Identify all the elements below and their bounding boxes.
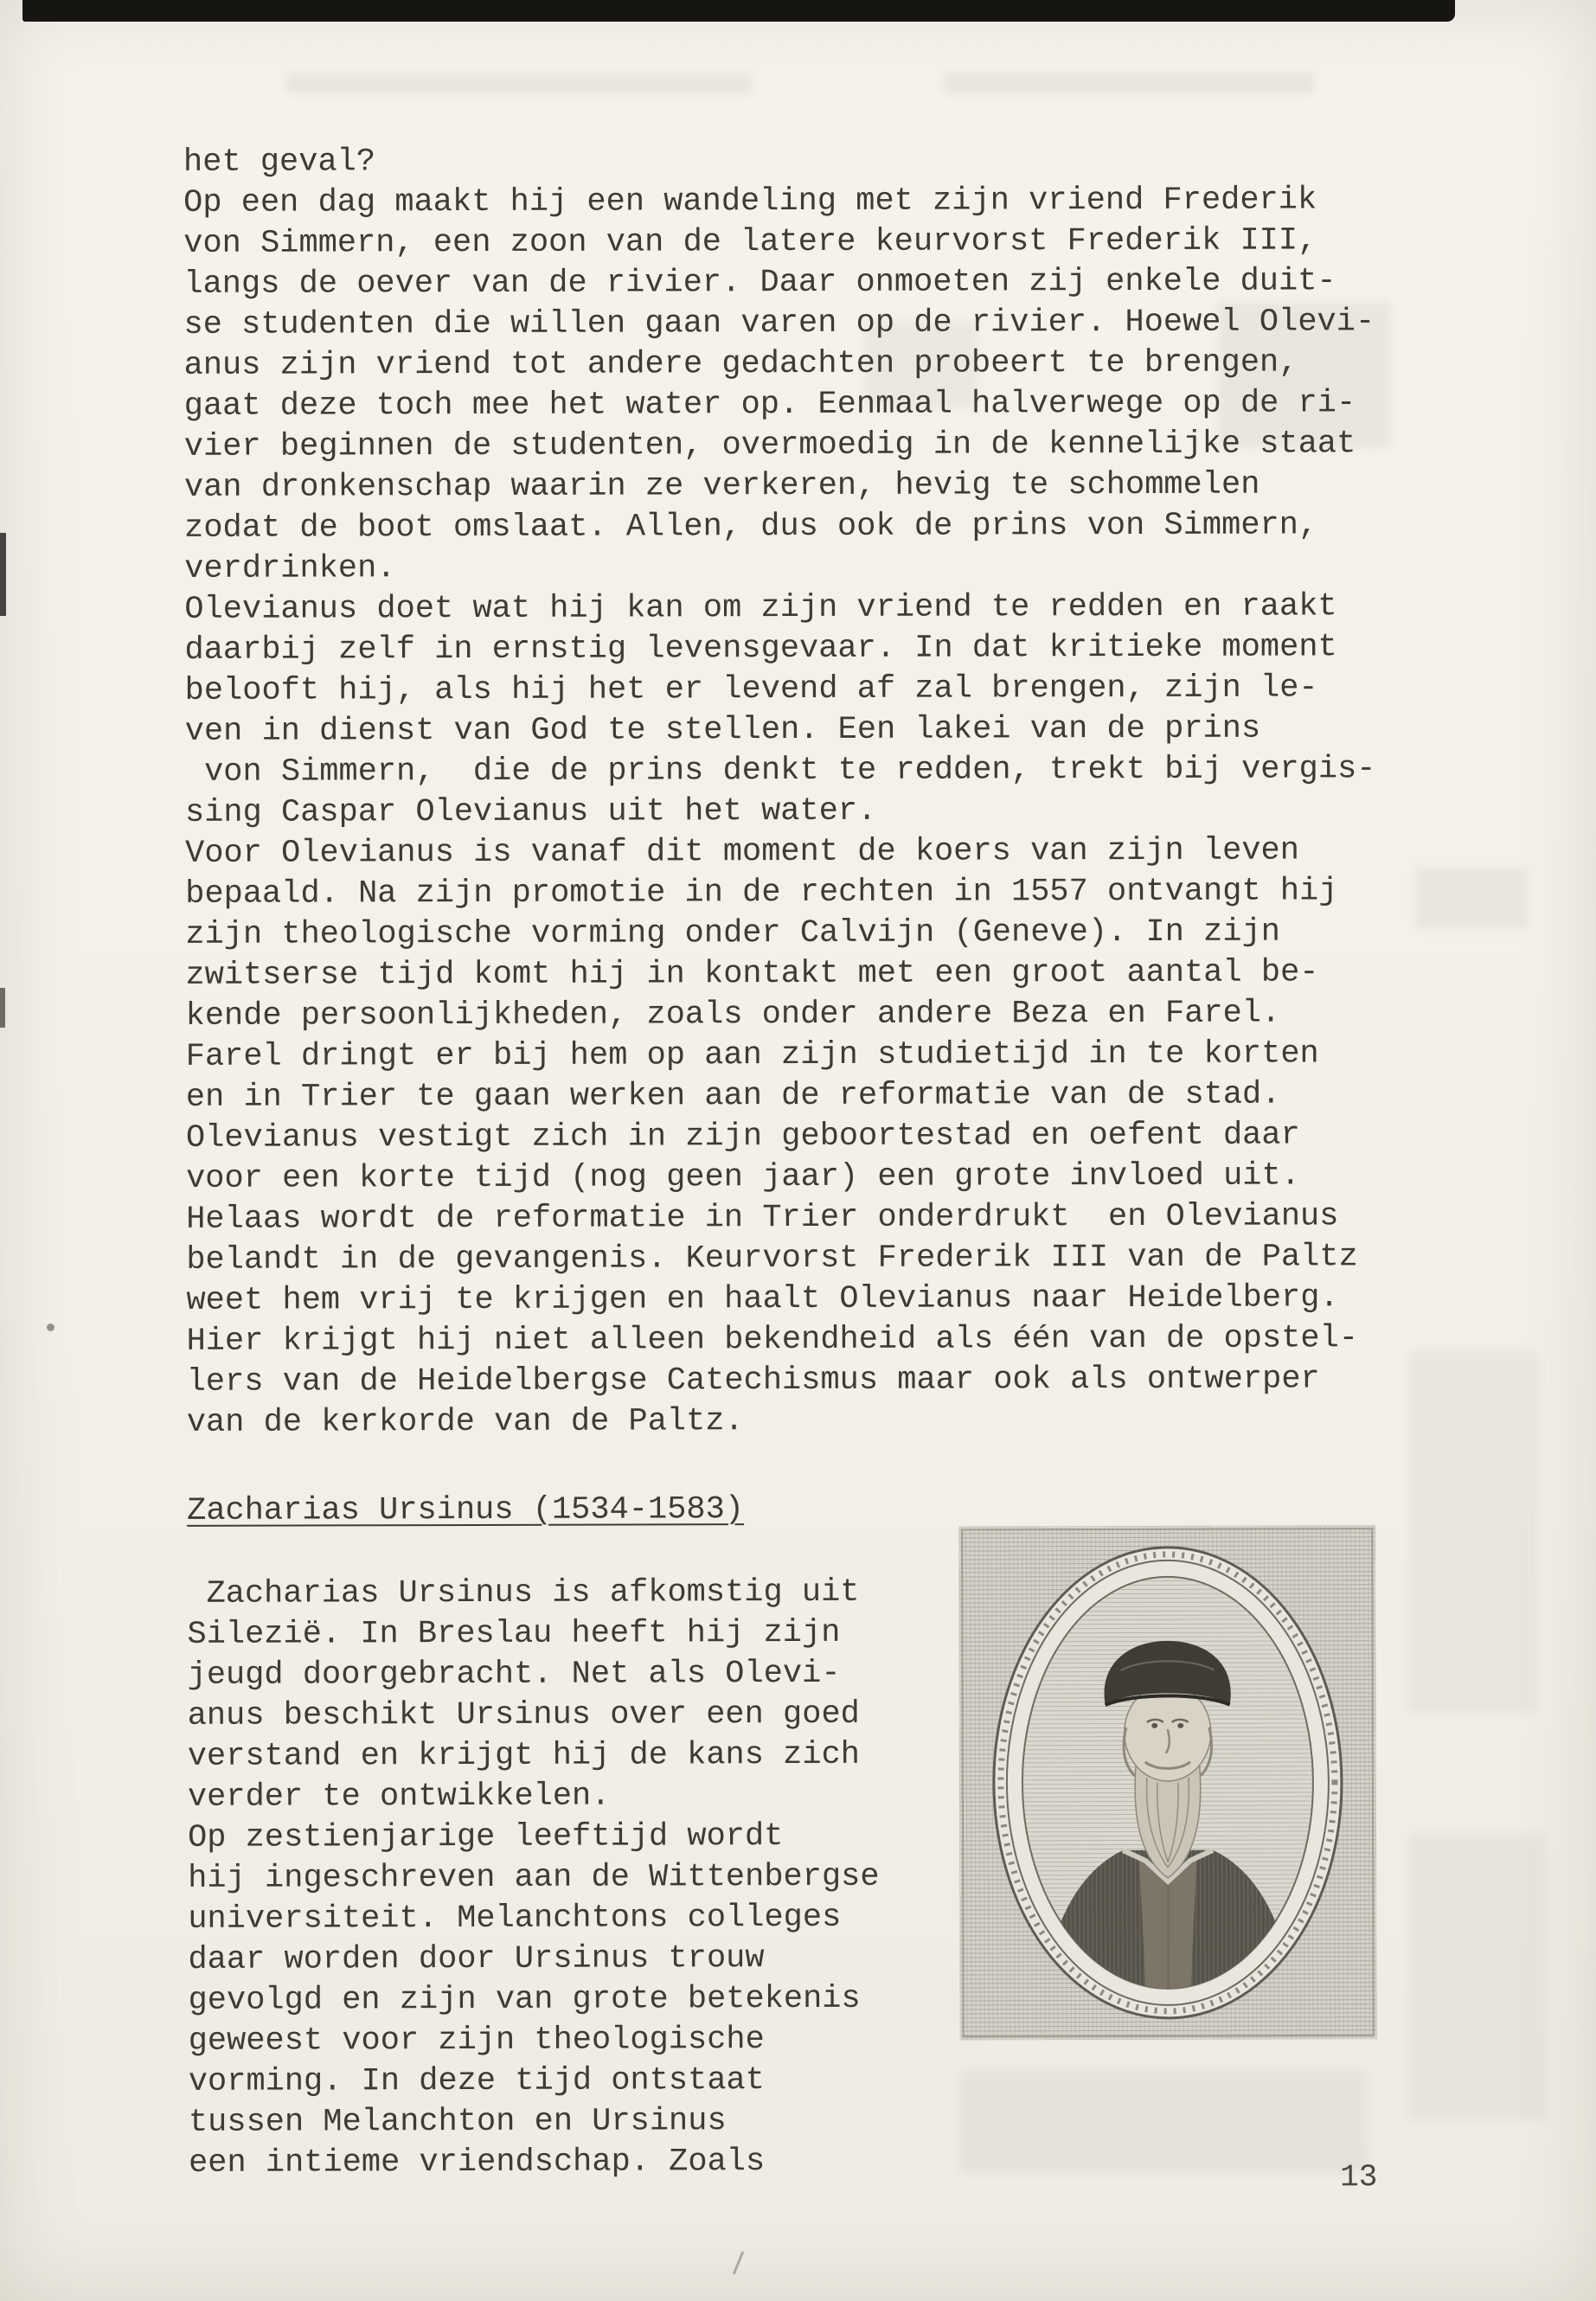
text-line: langs de oever van de rivier. Daar onmoeten zij enkele duit- xyxy=(183,263,1336,303)
text-line: belandt in de gevangenis. Keurvorst Frederik III van de Paltz xyxy=(186,1239,1358,1279)
text-line: tussen Melanchton en Ursinus xyxy=(188,2103,727,2141)
text-line: Olevianus vestigt zich in zijn geboortestad en oefent daar xyxy=(185,1117,1300,1157)
olevianus-paragraphs xyxy=(183,139,1378,1444)
text-line: von Simmern, een zoon van de latere keurvorst Frederik III, xyxy=(183,222,1317,262)
text-line: daar worden door Ursinus trouw xyxy=(188,1940,765,1978)
text-line: een intieme vriendschap. Zoals xyxy=(189,2144,766,2182)
text-line: Op zestienjarige leeftijd wordt xyxy=(188,1818,784,1856)
text-line: universiteit. Melanchtons colleges xyxy=(188,1899,842,1938)
text-line: belooft hij, als hij het er levend af zal brengen, zijn le- xyxy=(184,670,1318,709)
text-line: en in Trier te gaan werken aan de reformatie van de stad. xyxy=(185,1076,1281,1116)
text-line: gaat deze toch mee het water op. Eenmaal halverwege op de ri- xyxy=(183,385,1356,425)
text-line: Voor Olevianus is vanaf dit moment de koers van zijn leven xyxy=(185,832,1299,872)
text-line: voor een korte tijd (nog geen jaar) een grote invloed uit. xyxy=(186,1157,1300,1197)
text-line: jeugd doorgebracht. Net als Olevi- xyxy=(187,1655,841,1694)
text-line: zijn theologische vorming onder Calvijn (Geneve). In zijn xyxy=(185,913,1281,953)
text-line: zwitserse tijd komt hij in kontakt met een groot aantal be- xyxy=(185,954,1319,994)
text-line: ven in dienst van God te stellen. Een lakei van de prins xyxy=(184,710,1261,750)
portrait-figure xyxy=(959,1526,1376,2039)
text-line: Op een dag maakt hij een wandeling met zijn vriend Frederik xyxy=(183,182,1317,221)
text-line: Olevianus doet wat hij kan om zijn vriend te redden en raakt xyxy=(184,588,1337,628)
text-line: vorming. In deze tijd ontstaat xyxy=(188,2062,765,2100)
text-line: hij ingeschreven aan de Wittenbergse xyxy=(188,1858,880,1897)
text-line: sing Caspar Olevianus uit het water. xyxy=(184,792,877,831)
text-line: verstand en krijgt hij de kans zich xyxy=(187,1736,861,1775)
text-line: Helaas wordt de reformatie in Trier onderdrukt en Olevianus xyxy=(186,1198,1339,1238)
text-line: zodat de boot omslaat. Allen, dus ook de prins von Simmern, xyxy=(184,507,1318,547)
text-line: het geval? xyxy=(183,144,376,181)
section-heading-ursinus: Zacharias Ursinus (1534-1583) xyxy=(187,1491,745,1529)
text-line: verder te ontwikkelen. xyxy=(187,1778,611,1816)
ursinus-portrait-engraving xyxy=(959,1526,1376,2039)
ursinus-paragraphs xyxy=(187,1573,880,2184)
text-line: Hier krijgt hij niet alleen bekendheid als één van de opstel- xyxy=(186,1320,1359,1360)
text-line: bepaald. Na zijn promotie in de rechten in 1557 ontvangt hij xyxy=(185,873,1338,913)
text-line: lers van de Heidelbergse Catechismus maar ook als ontwerper xyxy=(186,1361,1320,1400)
page-number: 13 xyxy=(1340,2159,1378,2195)
text-line: daarbij zelf in ernstig levensgevaar. In dat kritieke moment xyxy=(184,629,1337,669)
text-line: anus beschikt Ursinus over een goed xyxy=(187,1695,860,1734)
text-line: Farel dringt er bij hem op aan zijn studietijd in te korten xyxy=(185,1035,1319,1075)
text-line: Zacharias Ursinus is afkomstig uit xyxy=(187,1574,860,1612)
text-line: verdrinken. xyxy=(184,550,396,587)
text-line: weet hem vrij te krijgen en haalt Olevianus naar Heidelberg. xyxy=(186,1279,1339,1319)
text-line: Silezië. In Breslau heeft hij zijn xyxy=(187,1614,841,1653)
text-line: van de kerkorde van de Paltz. xyxy=(186,1403,744,1441)
text-line: von Simmern, die de prins denkt te redden, trekt bij vergis- xyxy=(184,751,1376,791)
text-line: anus zijn vriend tot andere gedachten probeert te brengen, xyxy=(183,344,1298,384)
text-line: se studenten die willen gaan varen op de rivier. Hoewel Olevi- xyxy=(183,304,1375,343)
text-line: van dronkenschap waarin ze verkeren, hevig te schommelen xyxy=(183,466,1260,506)
text-line: vier beginnen de studenten, overmoedig in de kennelijke staat xyxy=(183,426,1356,465)
text-line: geweest voor zijn theologische xyxy=(188,2022,765,2060)
text-line: gevolgd en zijn van grote betekenis xyxy=(188,1980,861,2019)
text-line: kende persoonlijkheden, zoals onder andere Beza en Farel. xyxy=(185,995,1281,1035)
